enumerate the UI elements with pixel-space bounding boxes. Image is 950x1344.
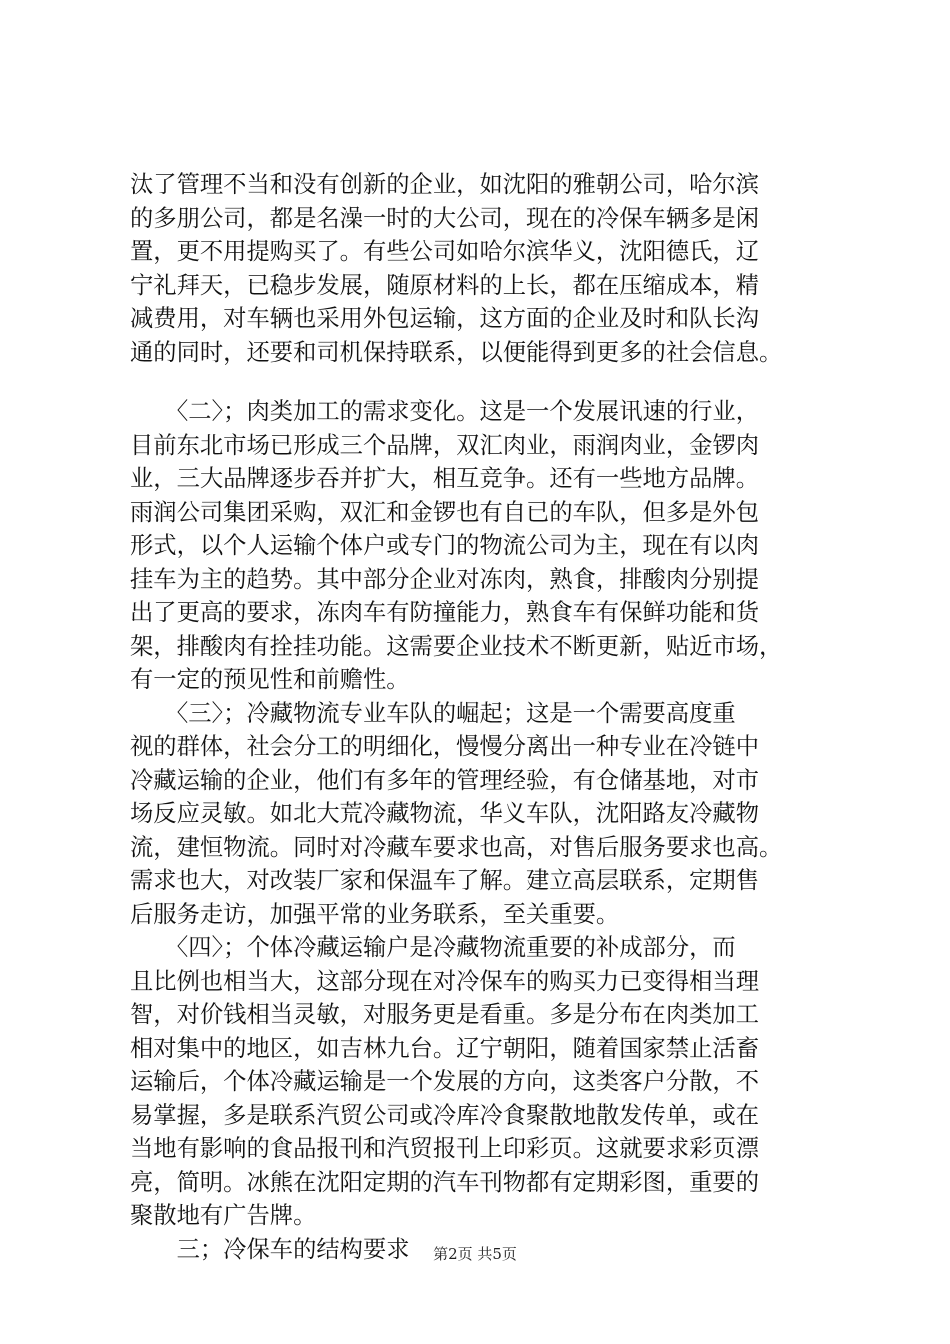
text-line: 出了更高的要求，冻肉车有防撞能力，熟食车有保鲜功能和货 (130, 599, 760, 626)
text-line: 的多朋公司，都是名澡一时的大公司，现在的冷保车辆多是闲 (130, 204, 760, 232)
text-line: 聚散地有广告牌。 (130, 1202, 317, 1229)
text-line: 需求也大，对改装厂家和保温车了解。建立高层联系，定期售 (130, 867, 760, 894)
text-line: 目前东北市场已形成三个品牌，双汇肉业，雨润肉业，金锣肉 (130, 431, 760, 459)
text-line: 宁礼拜天，已稳步发展，随原材料的上长，都在压缩成本，精 (130, 271, 760, 299)
text-line: 且比例也相当大，这部分现在对冷保车的购买力已变得相当理 (130, 967, 760, 995)
text-line: 挂车为主的趋势。其中部分企业对冻肉，熟食，排酸肉分别提 (130, 565, 760, 593)
text-line: 易掌握，多是联系汽贸公司或冷库冷食聚散地散发传单，或在 (130, 1101, 760, 1129)
text-line: 流，建恒物流。同时对冷藏车要求也高，对售后服务要求也高。 (130, 833, 783, 861)
text-line: 〈四〉；个体冷藏运输户是冷藏物流重要的补成部分，而 (130, 934, 736, 961)
text-line: 当地有影响的食品报刊和汽贸报刊上印彩页。这就要求彩页漂 (130, 1135, 760, 1162)
paragraph-individual-operators (130, 931, 830, 1233)
text-line: 视的群体，社会分工的明细化，慢慢分离出一种专业在冷链中 (130, 733, 760, 760)
text-line: 有一定的预见性和前赡性。 (130, 666, 410, 693)
text-line: 〈二〉；肉类加工的需求变化。这是一个发展讯速的行业， (130, 398, 760, 425)
document-body (130, 168, 830, 1266)
paragraph-meat-processing (130, 395, 830, 697)
text-line: 冷藏运输的企业，他们有多年的管理经验，有仓储基地，对市 (130, 766, 760, 794)
text-line: 〈三〉；冷藏物流专业车队的崛起；这是一个需要高度重 (130, 699, 736, 727)
text-line: 减费用，对车辆也采用外包运输，这方面的企业及时和队长沟 (130, 305, 760, 332)
text-line: 置，更不用提购买了。有些公司如哈尔滨华义，沈阳德氏，辽 (130, 238, 760, 265)
text-line: 雨润公司集团采购，双汇和金锣也有自已的车队，但多是外包 (130, 498, 760, 526)
page-footer: 第2页 共5页 (433, 1245, 517, 1263)
text-line: 场反应灵敏。如北大荒冷藏物流，华义车队，沈阳路友冷藏物 (130, 800, 760, 827)
text-line: 形式，以个人运输个体户或专门的物流公司为主，现在有以肉 (130, 532, 760, 559)
text-line: 后服务走访，加强平常的业务联系，至关重要。 (130, 900, 620, 928)
paragraph-continued (130, 168, 830, 369)
text-line: 架，排酸肉有拴挂功能。这需要企业技术不断更新，贴近市场， (130, 632, 783, 660)
text-line: 运输后，个体冷藏运输是一个发展的方向，这类客户分散，不 (130, 1068, 760, 1095)
text-line: 相对集中的地区，如吉林九台。辽宁朝阳，随着国家禁止活畜 (130, 1034, 760, 1062)
section-heading: 三；冷保车的结构要求 (130, 1235, 410, 1263)
text-line: 通的同时，还要和司机保持联系，以便能得到更多的社会信息。 (130, 338, 783, 366)
text-line: 汰了管理不当和没有创新的企业，如沈阳的雅朝公司，哈尔滨 (130, 171, 760, 198)
paragraph-gap (130, 369, 830, 395)
text-line: 智，对价钱相当灵敏，对服务更是看重。多是分布在肉类加工 (130, 1001, 760, 1028)
text-line: 业，三大品牌逐步吞并扩大，相互竞争。还有一些地方品牌。 (130, 465, 760, 492)
text-line: 亮，简明。冰熊在沈阳定期的汽车刊物都有定期彩图，重要的 (130, 1168, 760, 1196)
paragraph-cold-chain-fleets (130, 697, 830, 932)
